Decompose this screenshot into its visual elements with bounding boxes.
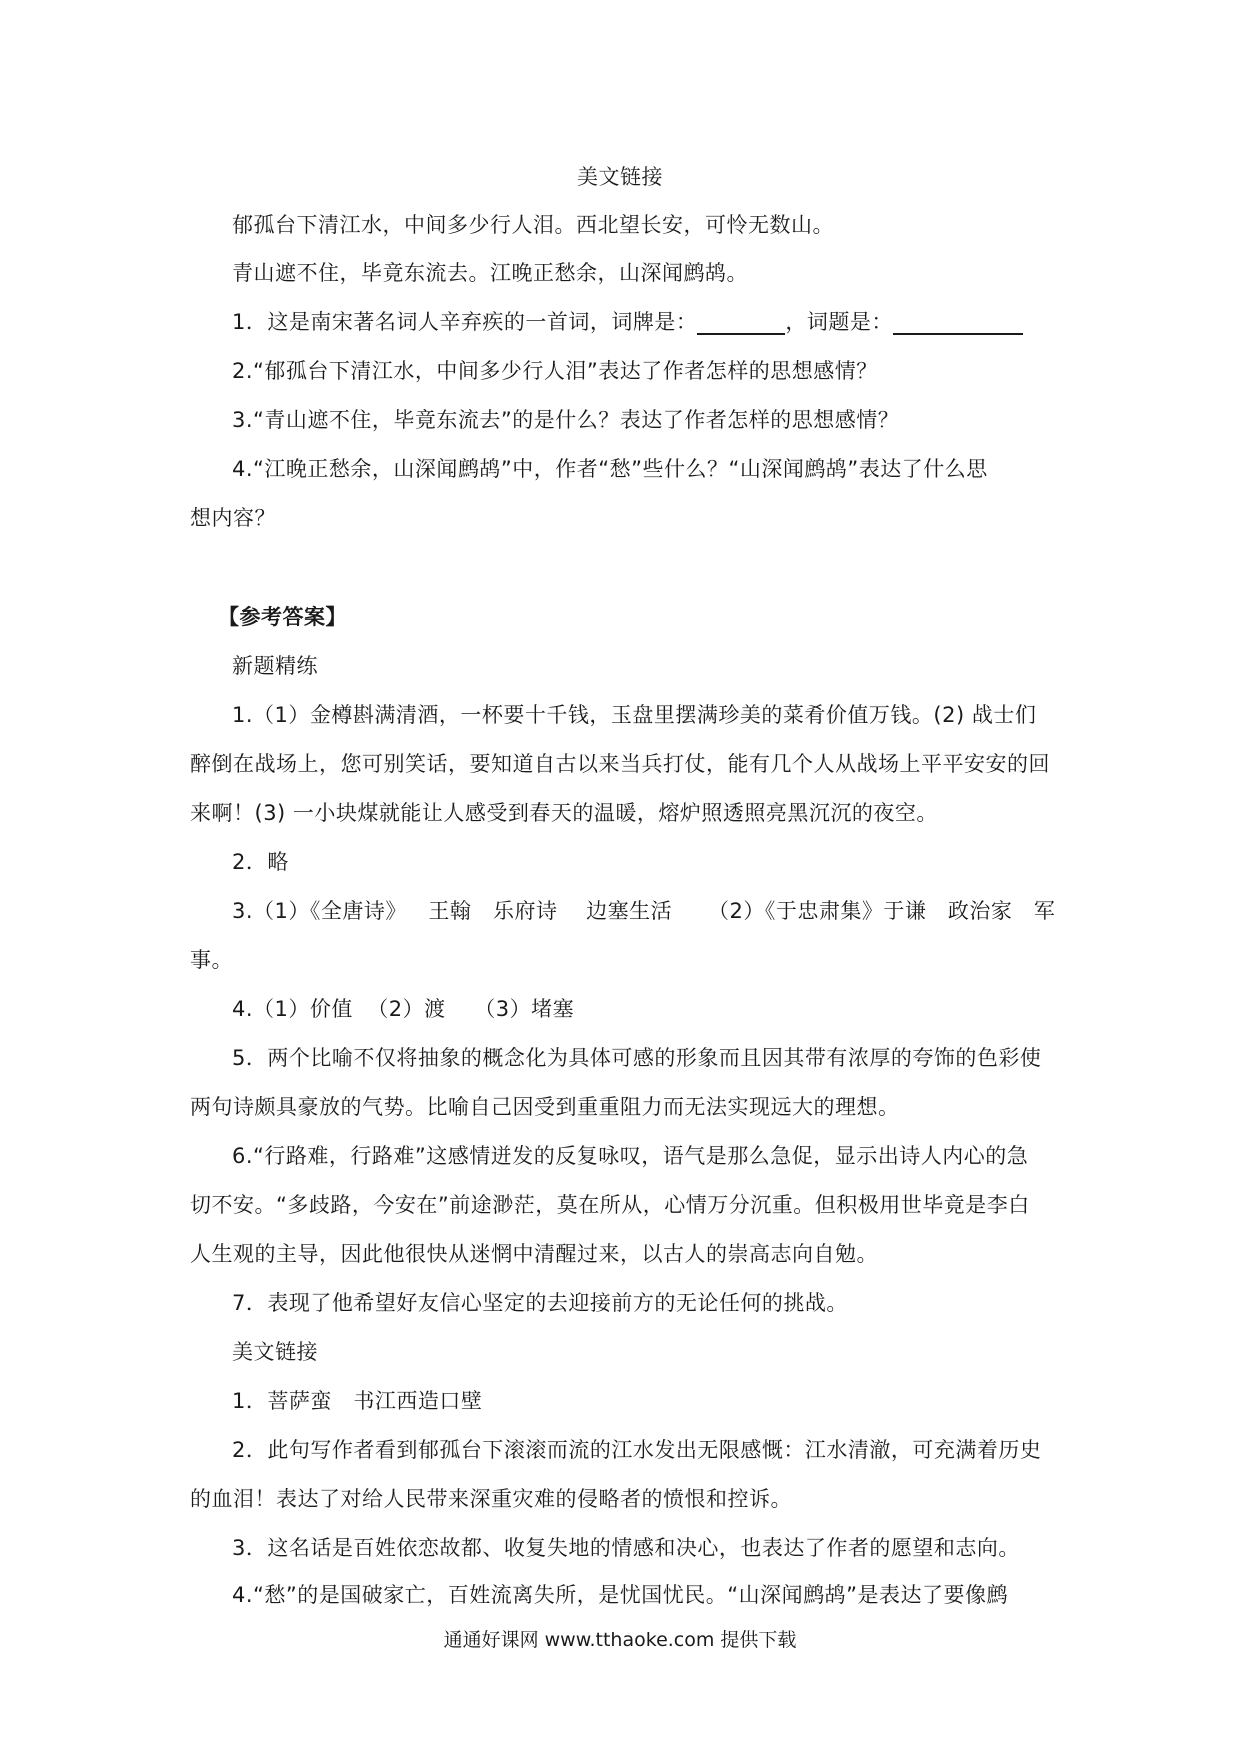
answer-1-cont: 来啊！(3) 一小块煤就能让人感受到春天的温暖，熔炉照透照亮黑沉沉的夜空。 [190, 801, 938, 825]
answer-blank[interactable] [697, 311, 785, 335]
answer-3-cont: 事。 [190, 948, 233, 972]
question-1 [232, 309, 1212, 335]
answer-5-cont: 两句诗颇具豪放的气势。比喻自己因受到重重阻力而无法实现远大的理想。 [190, 1095, 900, 1119]
subsection-heading: 美文链接 [232, 1340, 318, 1364]
page-footer: 通通好课网 www.tthaoke.com 提供下载 [443, 1629, 797, 1651]
question-3: 3.“青山遮不住，毕竟东流去”的是什么？表达了作者怎样的思想感情？ [232, 408, 900, 432]
answer-6-cont: 人生观的主导，因此他很快从迷惘中清醒过来，以古人的崇高志向自勉。 [190, 1242, 878, 1266]
question-1-middle: ，词题是： [785, 310, 893, 334]
answer-1-cont: 醉倒在战场上，您可别笑话，要知道自古以来当兵打仗，能有几个人从战场上平平安安的回 [190, 752, 1050, 776]
poem-line: 青山遮不住，毕竟东流去。江晚正愁余，山深闻鹧鸪。 [232, 261, 748, 285]
answer-3: 3.（1）《全唐诗》 王翰 乐府诗 边塞生活 （2）《于忠肃集》于谦 政治家 军 [232, 899, 1056, 923]
poem-line: 郁孤台下清江水，中间多少行人泪。西北望长安，可怜无数山。 [232, 213, 834, 237]
question-1-prefix: 1．这是南宋著名词人辛弃疾的一首词，词牌是： [232, 310, 698, 334]
question-4-cont: 想内容？ [190, 506, 276, 530]
answer-2: 2．略 [232, 850, 289, 874]
answers-heading: 【参考答案】 [218, 605, 347, 629]
link-answer-3: 3．这名话是百姓依恋故都、收复失地的情感和决心，也表达了作者的愿望和志向。 [232, 1536, 1020, 1560]
answer-4: 4.（1）价值 （2）渡 （3）堵塞 [232, 997, 575, 1021]
link-answer-4: 4.“愁”的是国破家亡，百姓流离失所，是忧国忧民。“山深闻鹧鸪”是表达了要像鹧 [232, 1583, 1009, 1607]
answer-1: 1.（1）金樽斟满清酒，一杯要十千钱，玉盘里摆满珍美的菜肴价值万钱。(2) 战士们 [232, 703, 1037, 727]
link-answer-2-cont: 的血泪！表达了对给人民带来深重灾难的侵略者的愤恨和控诉。 [190, 1487, 792, 1511]
link-answer-1: 1．菩萨蛮 书江西造口壁 [232, 1389, 483, 1413]
answer-6: 6.“行路难，行路难”这感情迸发的反复咏叹，语气是那么急促，显示出诗人内心的急 [232, 1144, 1029, 1168]
answer-blank[interactable] [893, 311, 1023, 335]
question-2: 2.“郁孤台下清江水，中间多少行人泪”表达了作者怎样的思想感情？ [232, 359, 878, 383]
answer-7: 7．表现了他希望好友信心坚定的去迎接前方的无论任何的挑战。 [232, 1291, 848, 1315]
answer-5: 5．两个比喻不仅将抽象的概念化为具体可感的形象而且因其带有浓厚的夸饰的色彩使 [232, 1046, 1042, 1070]
answer-6-cont: 切不安。“多歧路，今安在”前途渺茫，莫在所从，心情万分沉重。但积极用世毕竟是李白 [190, 1193, 1030, 1217]
section-heading: 美文链接 [577, 165, 663, 189]
link-answer-2: 2．此句写作者看到郁孤台下滚滚而流的江水发出无限感慨：江水清澈，可充满着历史 [232, 1438, 1042, 1462]
subsection-heading: 新题精练 [232, 654, 318, 678]
question-4: 4.“江晚正愁余，山深闻鹧鸪”中，作者“愁”些什么？“山深闻鹧鸪”表达了什么思 [232, 457, 988, 481]
